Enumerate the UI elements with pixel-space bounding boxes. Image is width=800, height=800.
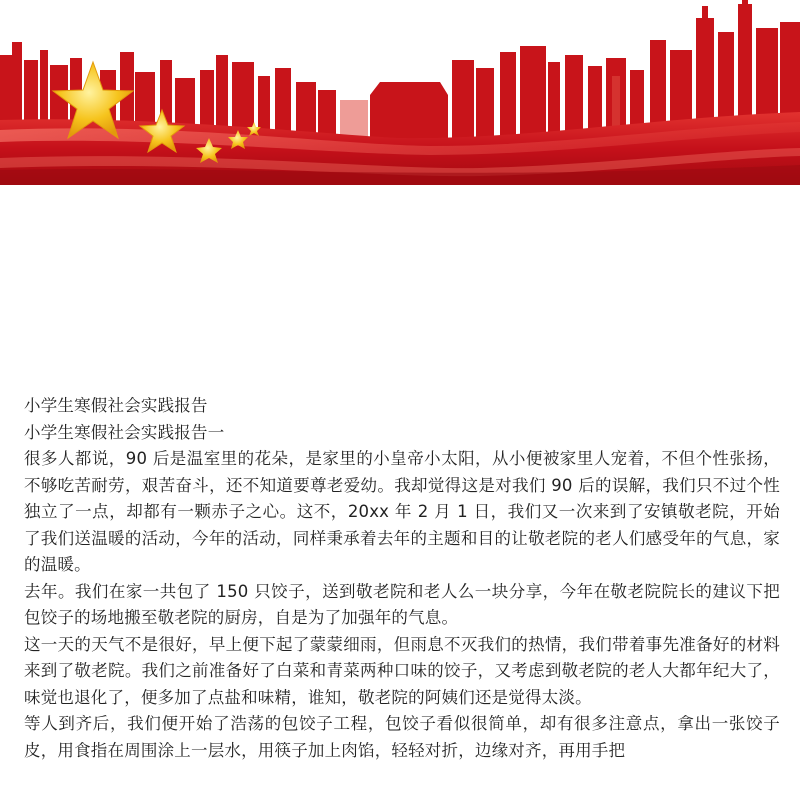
paragraph: 很多人都说，90 后是温室里的花朵，是家里的小皇帝小太阳，从小便被家里人宠着，不但个性张扬，不够吃苦耐劳，艰苦奋斗，还不知道要尊老爱幼。我却觉得这是对我们 90 后的误解，我们只不过个性独立了一点，却都有一颗赤子之心。这不，20xx 年 2 月 1 日，我们又一次来到了安镇敬老院，开始了我们送温暖的活动，今年的活动，同样秉承着去年的主题和目的让敬老院的老人们感受年的气息，家的温暖。 xyxy=(24,449,780,574)
header-banner xyxy=(0,0,800,185)
report-title: 小学生寒假社会实践报告 xyxy=(24,396,208,415)
report-body xyxy=(24,393,780,764)
paragraph: 等人到齐后，我们便开始了浩荡的包饺子工程，包饺子看似很简单，却有很多注意点，拿出一张饺子皮，用食指在周围涂上一层水，用筷子加上肉馅，轻轻对折，边缘对齐，再用手把 xyxy=(24,714,780,760)
banner-artwork xyxy=(0,0,800,185)
paragraph: 去年。我们在家一共包了 150 只饺子，送到敬老院和老人么一块分享，今年在敬老院院长的建议下把包饺子的场地搬至敬老院的厨房，自是为了加强年的气息。 xyxy=(24,581,780,627)
report-subtitle: 小学生寒假社会实践报告一 xyxy=(24,422,225,442)
paragraph: 这一天的天气不是很好，早上便下起了蒙蒙细雨，但雨息不灭我们的热情，我们带着事先准备好的材料来到了敬老院。我们之前准备好了白菜和青菜两种口味的饺子，又考虑到敬老院的老人大都年纪大了，味觉也退化了，便多加了点盐和味精，谁知，敬老院的阿姨们还是觉得太淡。 xyxy=(24,634,780,707)
